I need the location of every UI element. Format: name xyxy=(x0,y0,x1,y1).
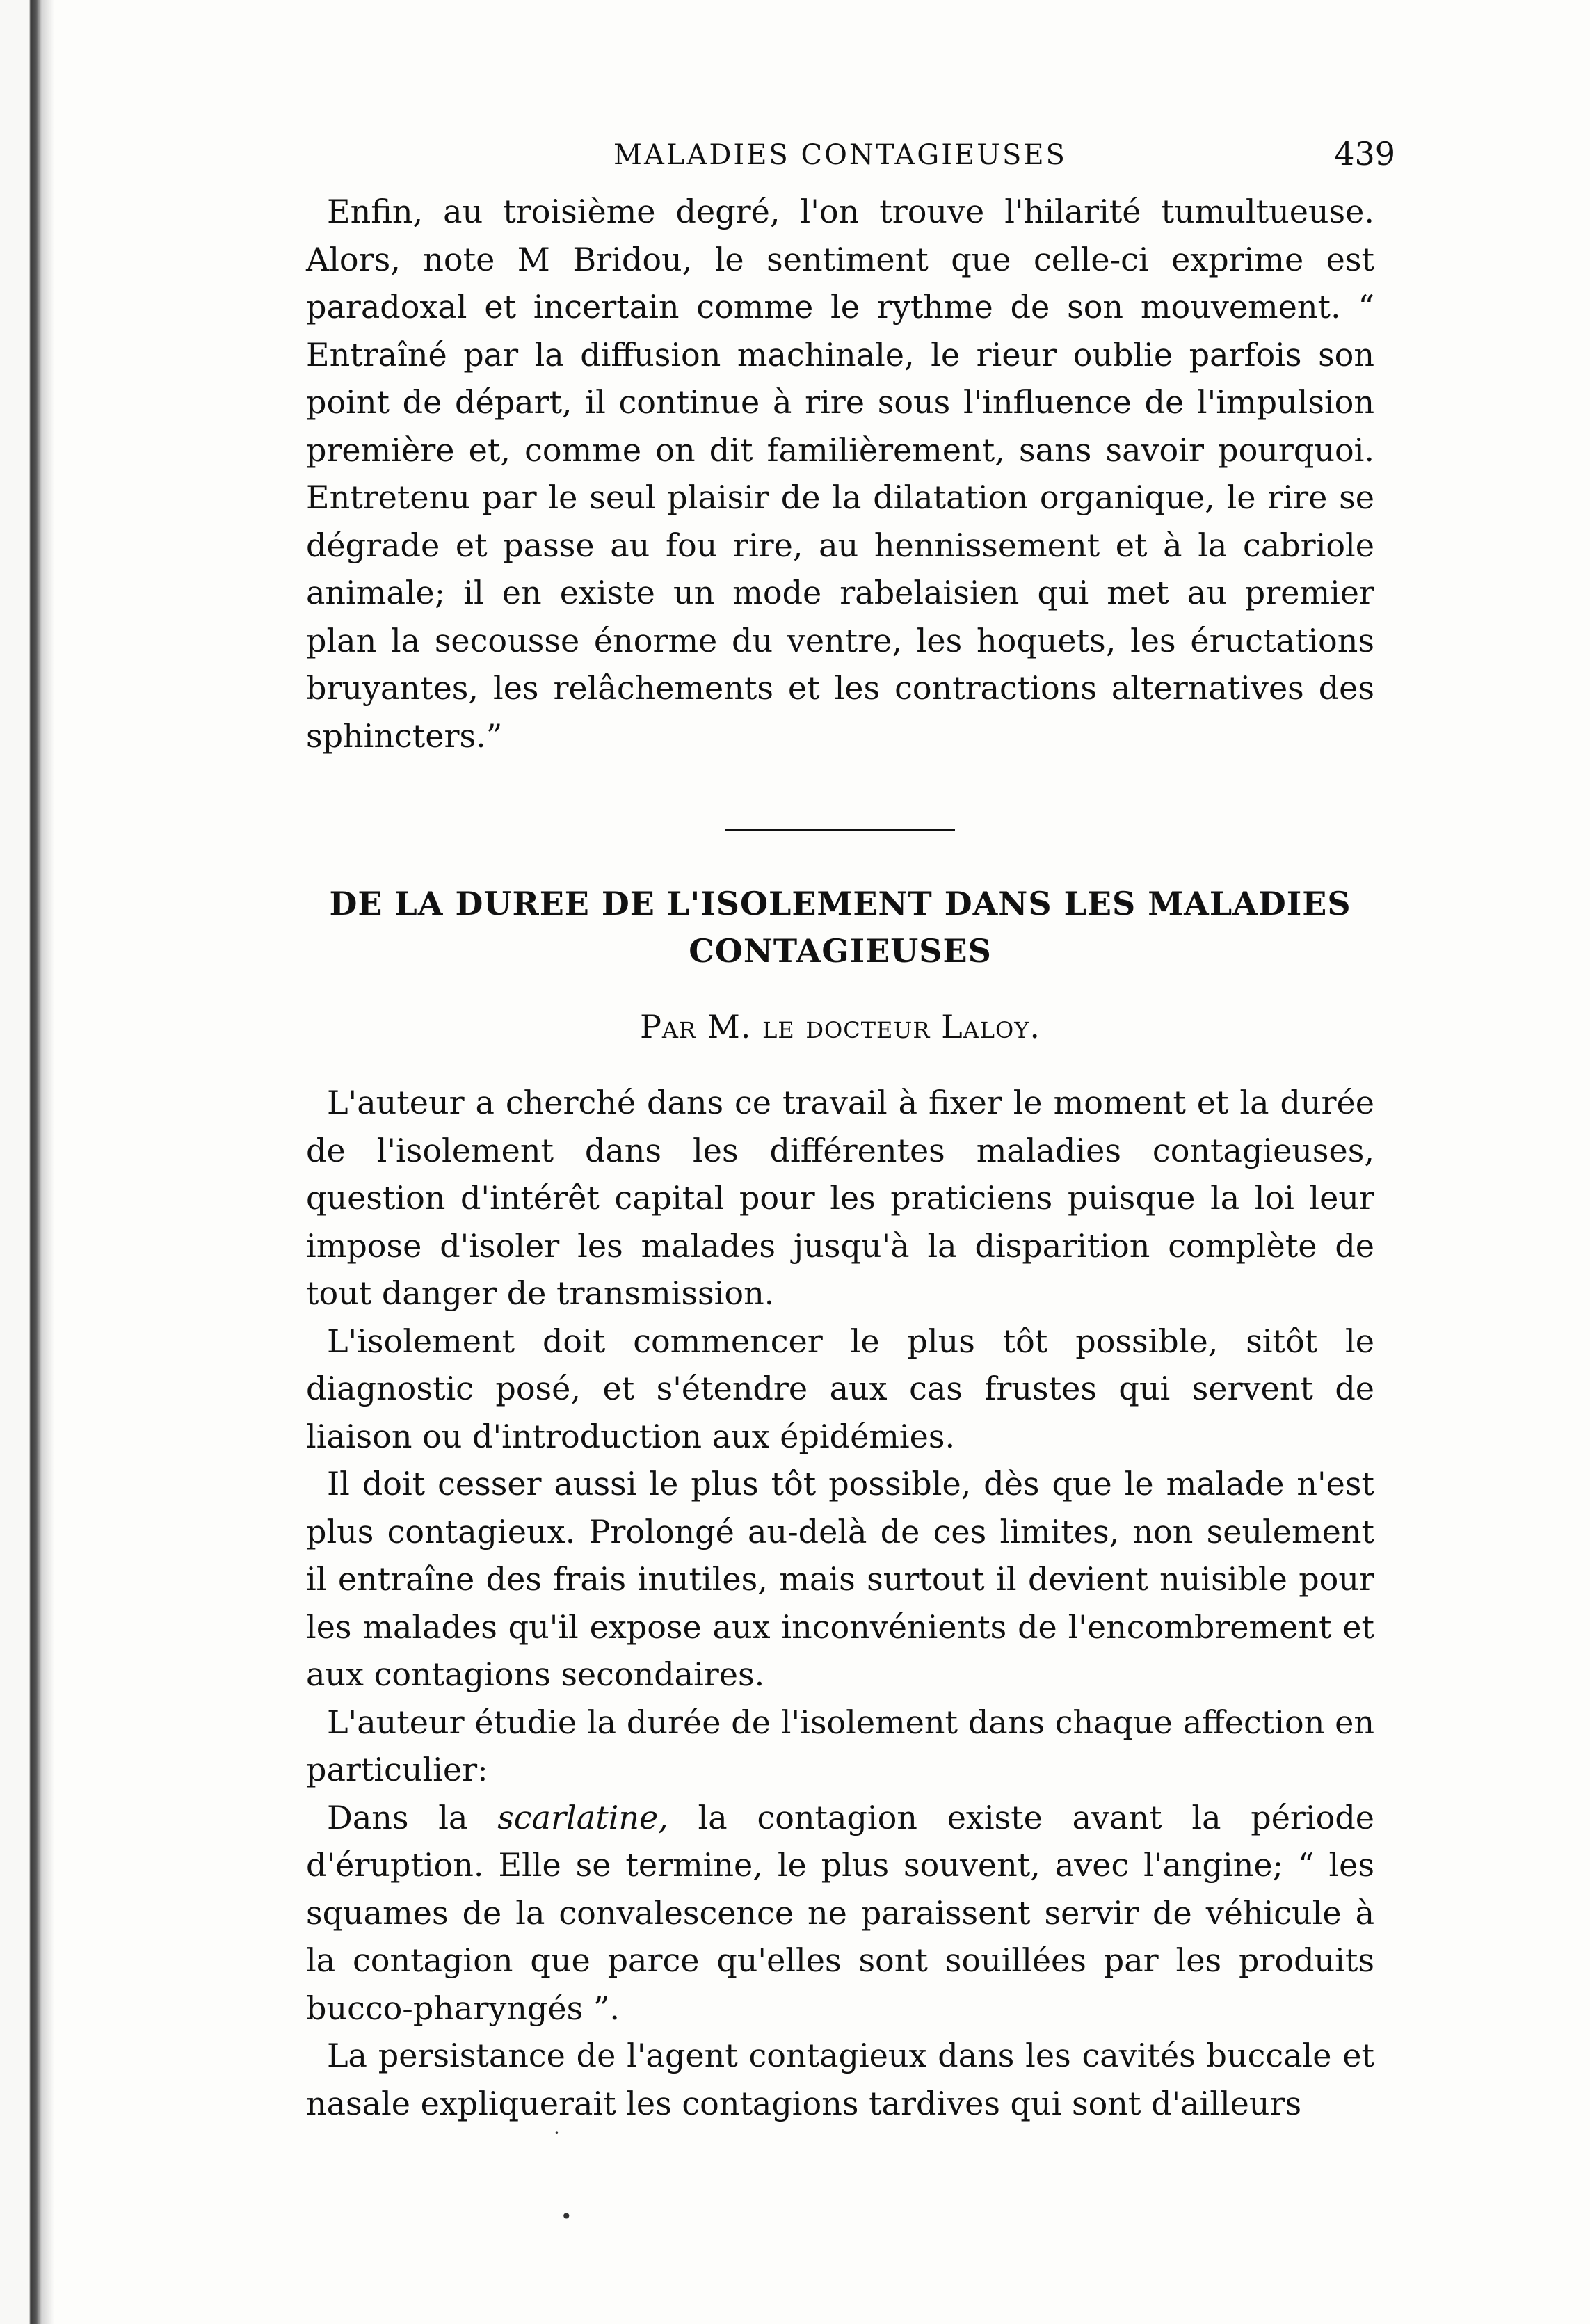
scarlatine-after: la contagion existe avant la période d'éruption. Elle se termine, le plus souvent, avec l'angine; “ les squames de la convalescence ne paraissent servir de véhicule à la contagion que parce qu'elles sont souillées par les produits bucco-pharyngés ”. xyxy=(306,1798,1374,2027)
opening-quote: “ Entraîné par la diffusion machinale, le rieur oublie parfois son point de départ, il continue à rire sous l'influence de l'impulsion première et, comme on dit familièrement, sans savoir pourquoi. Entretenu par le seul plaisir de la dilatation organique, le rire se dégrade et passe au fou rire, au hennissement et à la cabriole animale; il en existe un mode rabelaisien qui met au premier plan la secousse énorme du ventre, les hoquets, les éructations bruyantes, les relâchements et les contractions alternatives des sphincters.” xyxy=(306,288,1374,755)
final-paragraph: La persistance de l'agent contagieux dans les cavités buccale et nasale expliquerait les contagions tardives qui sont d'ailleurs xyxy=(306,2037,1374,2122)
article-paragraph-3: Il doit cesser aussi le plus tôt possible, dès que le malade n'est plus contagieux. Prolongé au-delà de ces limites, non seulement il entraîne des frais inutiles, mais surtout il devient nuisible pour les malades qu'il expose aux inconvénients de l'encombrement et aux contagions secondaires. xyxy=(306,1465,1374,1693)
article-paragraph-2: L'isolement doit commencer le plus tôt possible, sitôt le diagnostic posé, et s'étendre aux cas frustes qui servent de liaison ou d'introduction aux épidémies. xyxy=(306,1322,1374,1455)
page-number: 439 xyxy=(1334,135,1395,173)
article-paragraph-4: L'auteur étudie la durée de l'isolement dans chaque affection en particulier: xyxy=(306,1703,1374,1788)
section-divider xyxy=(725,829,955,831)
opening-paragraph xyxy=(306,188,1374,760)
scan-binding-edge xyxy=(0,0,54,2324)
article-byline: Par M. le docteur Laloy. xyxy=(639,1008,1041,1045)
article-paragraph-1: L'auteur a cherché dans ce travail à fixer le moment et la durée de l'isolement dans les différentes maladies contagieuses, question d'intérêt capital pour les praticiens puisque la loi leur impose d'isoler les malades jusqu'à la disparition complète de tout danger de transmission. xyxy=(306,1084,1374,1312)
running-head xyxy=(306,111,1395,174)
scarlatine-before: Dans la xyxy=(327,1798,498,1836)
opening-paragraph-text: Enfin, au troisième degré, l'on trouve l'hilarité tumultueuse. Alors, note M Bridou, le sentiment que celle-ci exprime est paradoxal et incertain comme le rythme de son mouvement. xyxy=(306,193,1374,326)
book-page xyxy=(306,111,1395,2127)
scarlatine-italic: scarlatine, xyxy=(497,1798,668,1836)
scan-speck: · xyxy=(554,2122,560,2145)
scan-speck: • xyxy=(561,2205,572,2228)
scarlatine-paragraph xyxy=(306,1794,1374,2033)
running-title: MALADIES CONTAGIEUSES xyxy=(613,139,1067,171)
article-title: DE LA DUREE DE L'ISOLEMENT DANS LES MALADIES CONTAGIEUSES xyxy=(329,885,1351,970)
